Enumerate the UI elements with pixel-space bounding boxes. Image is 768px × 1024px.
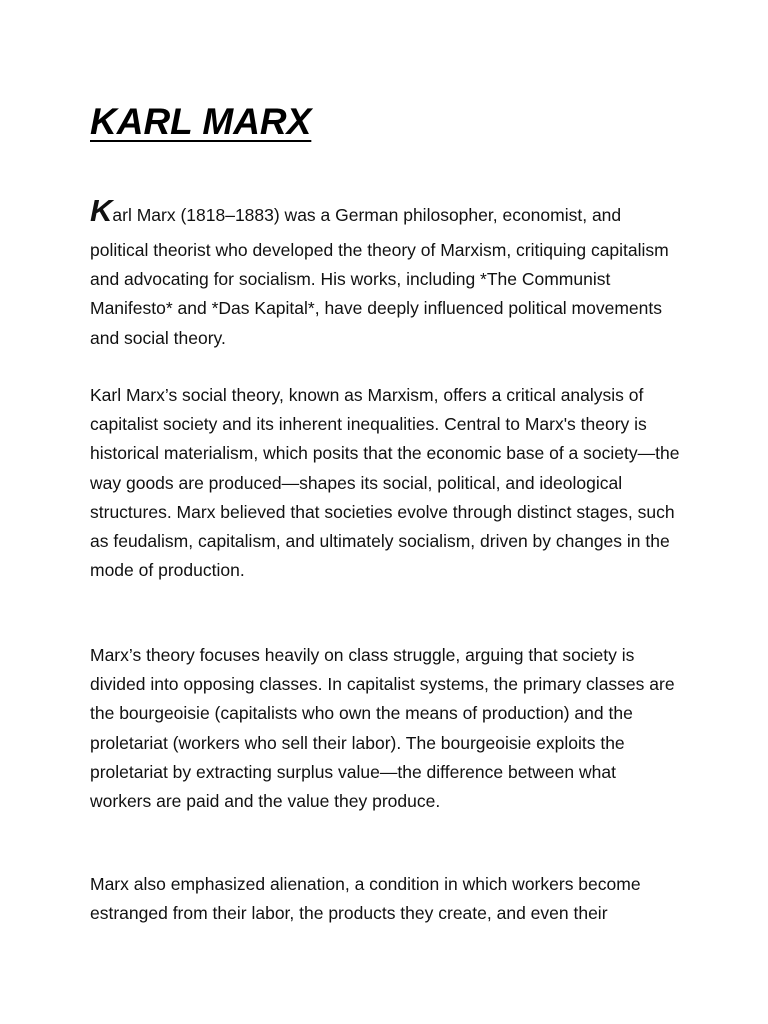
intro-paragraph	[90, 194, 680, 353]
drop-cap: K	[90, 193, 113, 228]
page-title: KARL MARX	[90, 101, 312, 142]
intro-body-text: political theorist who developed the theory of Marxism, critiquing capitalism and advocating for socialism. His works, including *The Communist Manifesto* and *Das Kapital*, have deeply influenced political movements and social theory.	[90, 240, 669, 348]
alienation-paragraph: Marx also emphasized alienation, a condition in which workers become estranged from their labor, the products they create, and even their	[90, 874, 641, 924]
social-theory-paragraph: Karl Marx’s social theory, known as Marxism, offers a critical analysis of capitalist society and its inherent inequalities. Central to Marx's theory is historical materialism, which posits that the economic base of a society—the way goods are produced—shapes its social, political, and ideological structures. Marx believed that societies evolve through distinct stages, such as feudalism, capitalism, and ultimately socialism, driven by changes in the mode of production.	[90, 385, 680, 581]
intro-first-line	[90, 194, 680, 236]
intro-first-line-text: arl Marx (1818–1883) was a German philosopher, economist, and	[112, 205, 622, 225]
class-struggle-paragraph: Marx’s theory focuses heavily on class struggle, arguing that society is divided into opposing classes. In capitalist systems, the primary classes are the bourgeoisie (capitalists who own the means of production) and the proletariat (workers who sell their labor). The bourgeoisie exploits the proletariat by extracting surplus value—the difference between what workers are paid and the value they produce.	[90, 645, 675, 812]
